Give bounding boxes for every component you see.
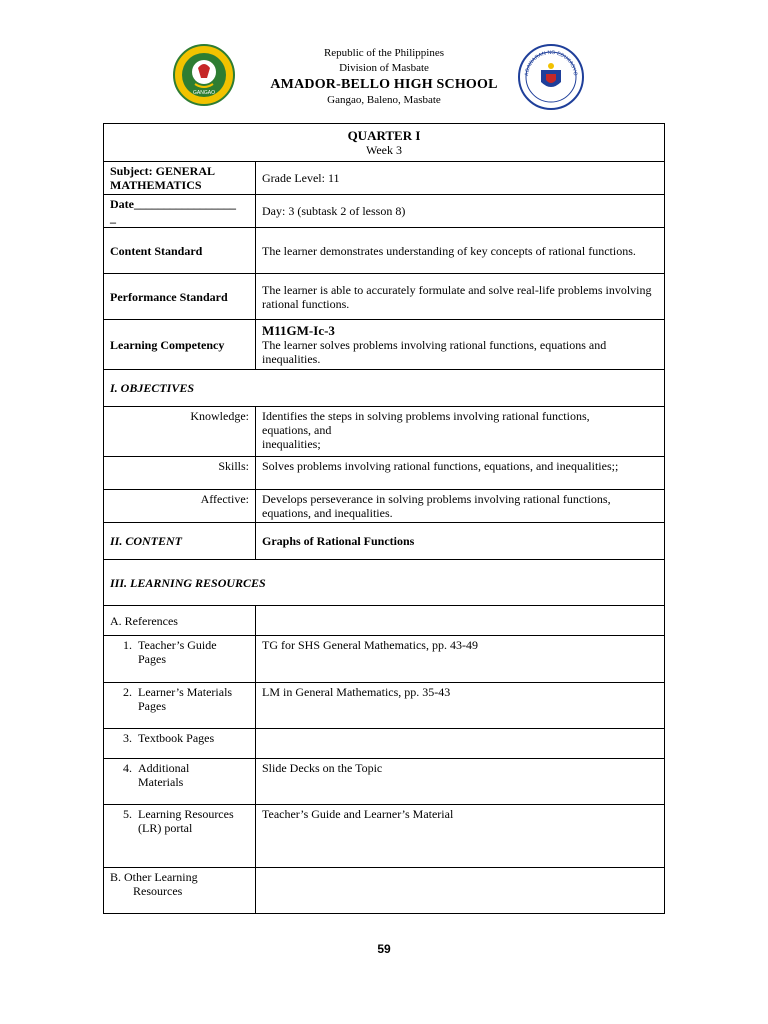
knowledge-cell xyxy=(256,407,665,457)
learning-competency-cell xyxy=(256,320,665,370)
resource-item-text: Teacher’s Guide Pages xyxy=(138,638,217,666)
knowledge-label: Knowledge: xyxy=(104,407,256,457)
quarter-cell xyxy=(104,124,665,162)
right-logo-text: AGAWARAN NG EDUKASYO xyxy=(523,49,579,77)
objectives-heading: I. OBJECTIVES xyxy=(104,370,665,407)
content-value: Graphs of Rational Functions xyxy=(256,523,665,560)
day-cell: Day: 3 (subtask 2 of lesson 8) xyxy=(256,195,665,228)
header-line-1: Republic of the Philippines xyxy=(323,47,445,59)
date-cell xyxy=(104,195,256,228)
performance-standard-label: Performance Standard xyxy=(104,274,256,320)
week-label: Week 3 xyxy=(365,142,403,157)
lesson-plan-table xyxy=(103,123,665,914)
grade-level-cell: Grade Level: 11 xyxy=(256,162,665,195)
resource-item-value: Teacher’s Guide and Learner’s Material xyxy=(256,805,665,868)
resource-item-label xyxy=(104,729,256,759)
quarter-title: QUARTER I xyxy=(347,127,421,143)
date-label-continued: _ xyxy=(110,211,116,225)
resource-item-label xyxy=(104,759,256,805)
competency-code: M11GM-Ic-3 xyxy=(262,322,335,338)
resource-item-number: 3. xyxy=(123,731,132,745)
resource-item-number: 5. xyxy=(123,807,132,821)
performance-standard-value: The learner is able to accurately formulate and solve real-life problems involving rational functions. xyxy=(256,274,665,320)
resource-item-value xyxy=(256,729,665,759)
skills-value: Solves problems involving rational functions, equations, and inequalities;; xyxy=(256,457,665,490)
content-standard-value: The learner demonstrates understanding of key concepts of rational functions. xyxy=(256,228,665,274)
page-number: 59 xyxy=(377,942,391,956)
learning-resources-heading: III. LEARNING RESOURCES xyxy=(104,560,665,606)
other-learning-resources-label xyxy=(104,868,256,914)
knowledge-line-1: Identifies the steps in solving problems involving rational functions, xyxy=(262,409,590,423)
resource-item-number: 2. xyxy=(123,685,132,699)
resource-item-text: Learning Resources (LR) portal xyxy=(138,807,234,835)
resource-item-label xyxy=(104,805,256,868)
resource-item-value: LM in General Mathematics, pp. 35-43 xyxy=(256,683,665,729)
learning-competency-label: Learning Competency xyxy=(104,320,256,370)
resource-item-label xyxy=(104,683,256,729)
resource-item-value: Slide Decks on the Topic xyxy=(256,759,665,805)
resource-item-text: Additional Materials xyxy=(138,761,190,789)
school-address: Gangao, Baleno, Masbate xyxy=(327,94,441,106)
deped-seal-logo xyxy=(518,44,584,110)
affective-value: Develops perseverance in solving problems involving rational functions, equations, and inequalities. xyxy=(256,490,665,523)
resource-item-text: Textbook Pages xyxy=(138,731,215,745)
references-label: A. References xyxy=(104,606,256,636)
header-line-2: Division of Masbate xyxy=(339,62,429,74)
resource-item-label xyxy=(104,636,256,683)
resource-item-value: TG for SHS General Mathematics, pp. 43-49 xyxy=(256,636,665,683)
content-standard-label: Content Standard xyxy=(104,228,256,274)
knowledge-line-3: inequalities; xyxy=(262,437,321,451)
resource-item-text: Learner’s Materials Pages xyxy=(138,685,233,713)
document-header xyxy=(0,46,768,108)
content-heading: II. CONTENT xyxy=(104,523,256,560)
other-learning-resources-value xyxy=(256,868,665,914)
affective-label: Affective: xyxy=(104,490,256,523)
left-logo-text: GANGAO xyxy=(193,90,215,96)
other-resources-line-2: Resources xyxy=(133,884,183,898)
other-resources-line-1: B. Other Learning xyxy=(110,870,198,884)
knowledge-line-2: equations, and xyxy=(262,423,332,437)
subject-cell: Subject: GENERAL MATHEMATICS xyxy=(104,162,256,195)
resource-item-number: 4. xyxy=(123,761,132,775)
date-label: Date_________________ xyxy=(110,197,236,211)
school-name: AMADOR-BELLO HIGH SCHOOL xyxy=(270,77,498,92)
references-value xyxy=(256,606,665,636)
resource-item-number: 1. xyxy=(123,638,132,652)
skills-label: Skills: xyxy=(104,457,256,490)
competency-text: The learner solves problems involving rational functions, equations and inequalities. xyxy=(262,337,607,366)
